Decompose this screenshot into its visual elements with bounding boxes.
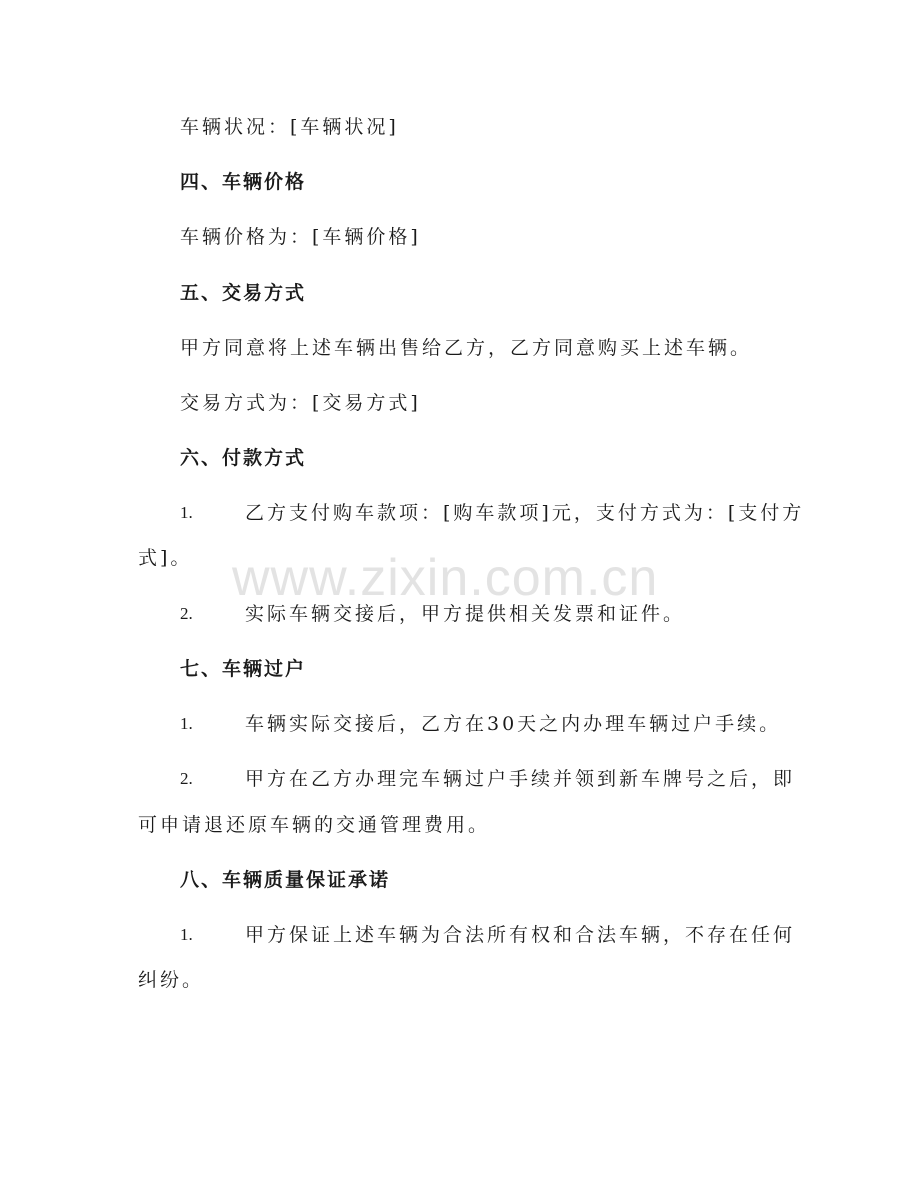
- section-4-heading: 四、车辆价格: [180, 171, 307, 193]
- payment-item-2-number: 2.: [180, 604, 193, 623]
- transfer-item-2-text: 甲方在乙方办理完车辆过户手续并领到新车牌号之后，即: [245, 768, 796, 790]
- section-5-heading: 五、交易方式: [180, 282, 307, 304]
- transfer-item-1-text: 车辆实际交接后，乙方在30天之内办理车辆过户手续。: [245, 713, 782, 735]
- quality-item-1-number: 1.: [180, 925, 193, 944]
- quality-item-1-continuation: 纠纷。: [138, 969, 205, 991]
- quality-item-1-text: 甲方保证上述车辆为合法所有权和合法车辆，不存在任何: [245, 924, 796, 946]
- transfer-item-1-number: 1.: [180, 714, 193, 733]
- payment-item-1-number: 1.: [180, 503, 193, 522]
- sale-agreement-line: 甲方同意将上述车辆出售给乙方，乙方同意购买上述车辆。: [180, 337, 753, 359]
- section-7-heading: 七、车辆过户: [180, 658, 307, 680]
- vehicle-price-line: 车辆价格为：[车辆价格]: [180, 226, 421, 248]
- transfer-item-2-number: 2.: [180, 769, 193, 788]
- watermark: www.zixin.com.cn: [232, 549, 659, 607]
- payment-item-1-text: 乙方支付购车款项：[购车款项]元，支付方式为：[支付方: [245, 502, 805, 524]
- section-6-heading: 六、付款方式: [180, 447, 307, 469]
- transaction-method-line: 交易方式为：[交易方式]: [180, 392, 421, 414]
- vehicle-condition-line: 车辆状况：[车辆状况]: [180, 116, 399, 138]
- payment-item-2-text: 实际车辆交接后，甲方提供相关发票和证件。: [245, 603, 686, 625]
- section-8-heading: 八、车辆质量保证承诺: [180, 869, 391, 891]
- transfer-item-2-continuation: 可申请退还原车辆的交通管理费用。: [138, 814, 491, 836]
- payment-item-1-continuation: 式]。: [138, 547, 193, 569]
